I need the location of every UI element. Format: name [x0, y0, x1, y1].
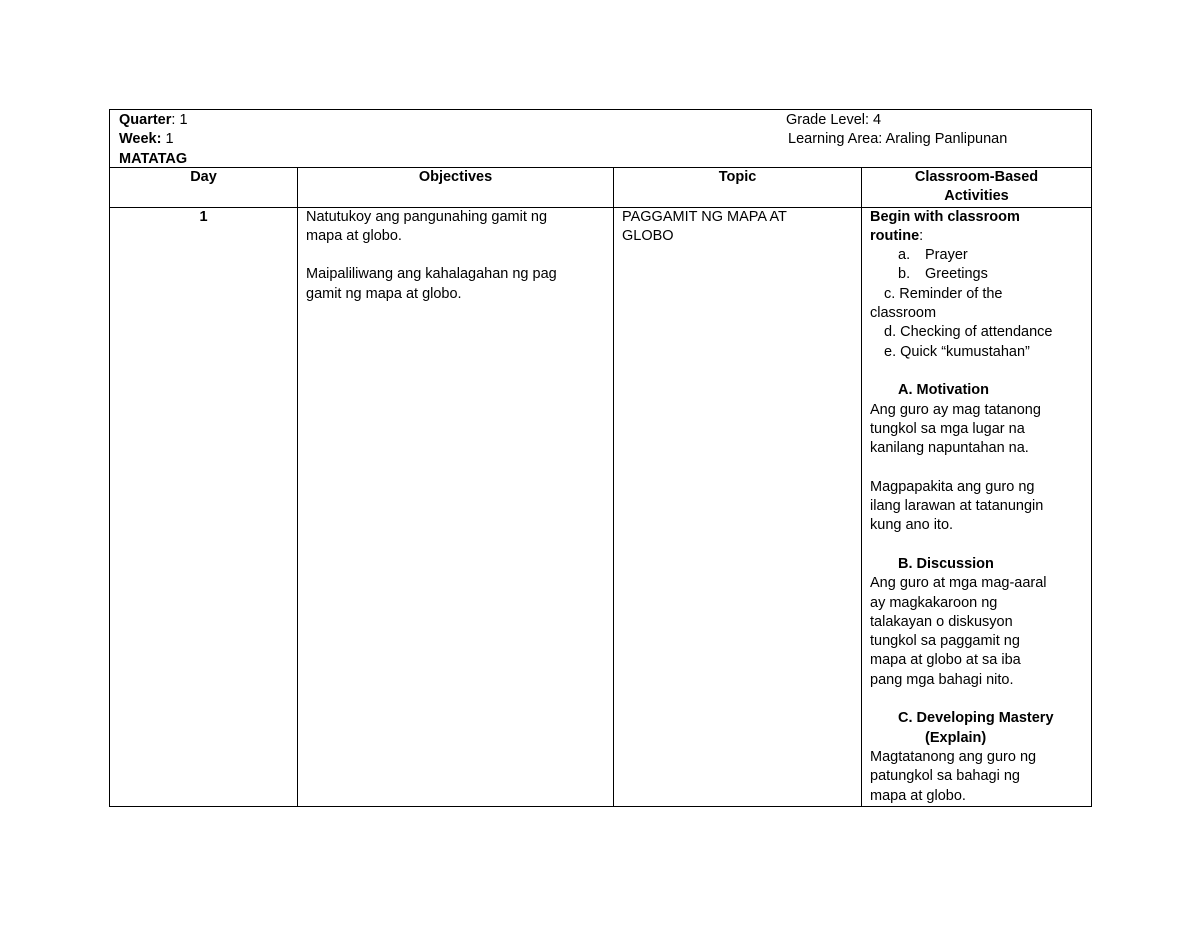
motivation-line: Ang guro ay mag tatanong	[870, 401, 1041, 418]
col-objectives-header	[298, 168, 614, 208]
activities-cell	[862, 207, 1092, 806]
kumustahan-line: e. Quick “kumustahan”	[884, 343, 1030, 360]
week-value: 1	[161, 131, 174, 148]
mastery-title-2: (Explain)	[925, 729, 987, 746]
motivation-title: A. Motivation	[898, 382, 990, 399]
routine-item-label: a.	[898, 247, 911, 264]
mastery-title: C. Developing Mastery	[898, 710, 1054, 727]
objective-line: gamit ng mapa at globo.	[306, 285, 462, 302]
header-row	[110, 110, 1092, 168]
objective-line: mapa at globo.	[306, 227, 402, 244]
motivation-line: Magpapakita ang guro ng	[870, 478, 1035, 495]
column-header-row	[110, 168, 1092, 208]
routine-item-text: Greetings	[925, 266, 988, 283]
col-activities-header	[862, 168, 1092, 208]
header-cell	[110, 110, 1092, 168]
discussion-line: tungkol sa paggamit ng	[870, 633, 1020, 650]
motivation-line: tungkol sa mga lugar na	[870, 420, 1025, 437]
routine-item	[870, 246, 1085, 265]
objective-line: Natutukoy ang pangunahing gamit ng	[306, 208, 548, 225]
col-objectives-label: Objectives	[418, 169, 493, 185]
header-left	[119, 111, 188, 169]
discussion-line: Ang guro at mga mag-aaral	[870, 575, 1047, 592]
week-line	[119, 130, 188, 149]
col-day-label: Day	[190, 169, 217, 185]
day-cell: 1	[110, 207, 298, 806]
topic-cell	[614, 207, 862, 806]
reminder-line-2: classroom	[870, 305, 937, 322]
motivation-line: kanilang napuntahan na.	[870, 440, 1029, 457]
col-day-header	[110, 168, 298, 208]
week-label: Week:	[119, 131, 162, 148]
mastery-line: Magtatanong ang guro ng	[870, 748, 1037, 765]
learning-area: Learning Area: Araling Panlipunan	[788, 131, 1008, 148]
mastery-line: mapa at globo.	[870, 787, 966, 804]
routine-item-text: Prayer	[925, 247, 968, 264]
quarter-label: Quarter	[119, 112, 172, 128]
header-right	[786, 111, 1007, 150]
topic-line: PAGGAMIT NG MAPA AT	[622, 208, 787, 225]
routine-title-word: routine	[870, 227, 920, 244]
discussion-line: talakayan o diskusyon	[870, 613, 1013, 630]
col-topic-header	[614, 168, 862, 208]
discussion-line: mapa at globo at sa iba	[870, 652, 1021, 669]
routine-item	[870, 265, 1085, 284]
objectives-cell	[298, 207, 614, 806]
motivation-line: kung ano ito.	[870, 517, 954, 534]
program-name: MATATAG	[119, 150, 188, 167]
motivation-line: ilang larawan at tatanungin	[870, 498, 1044, 515]
attendance-line: d. Checking of attendance	[884, 324, 1053, 341]
grade-level: Grade Level: 4	[786, 112, 882, 128]
objective-line: Maipaliliwang ang kahalagahan ng pag	[306, 266, 557, 283]
routine-item-label: b.	[898, 266, 911, 283]
reminder-line: c. Reminder of the	[884, 285, 1003, 302]
quarter-value: : 1	[171, 112, 188, 128]
lesson-plan-table	[109, 109, 1092, 807]
discussion-title: B. Discussion	[898, 555, 994, 572]
table-row	[110, 207, 1092, 806]
discussion-line: pang mga bahagi nito.	[870, 671, 1014, 688]
mastery-line: patungkol sa bahagi ng	[870, 768, 1020, 785]
discussion-line: ay magkakaroon ng	[870, 594, 998, 611]
lesson-plan	[109, 109, 1091, 807]
quarter-line	[119, 111, 188, 130]
routine-title-line2	[870, 227, 1085, 246]
topic-line: GLOBO	[622, 227, 674, 244]
col-activities-label-2: Activities	[944, 188, 1009, 205]
col-activities-label-1: Classroom-Based	[914, 169, 1039, 185]
routine-colon: :	[919, 227, 924, 244]
col-topic-label: Topic	[718, 169, 757, 185]
routine-title: Begin with classroom	[870, 208, 1020, 225]
